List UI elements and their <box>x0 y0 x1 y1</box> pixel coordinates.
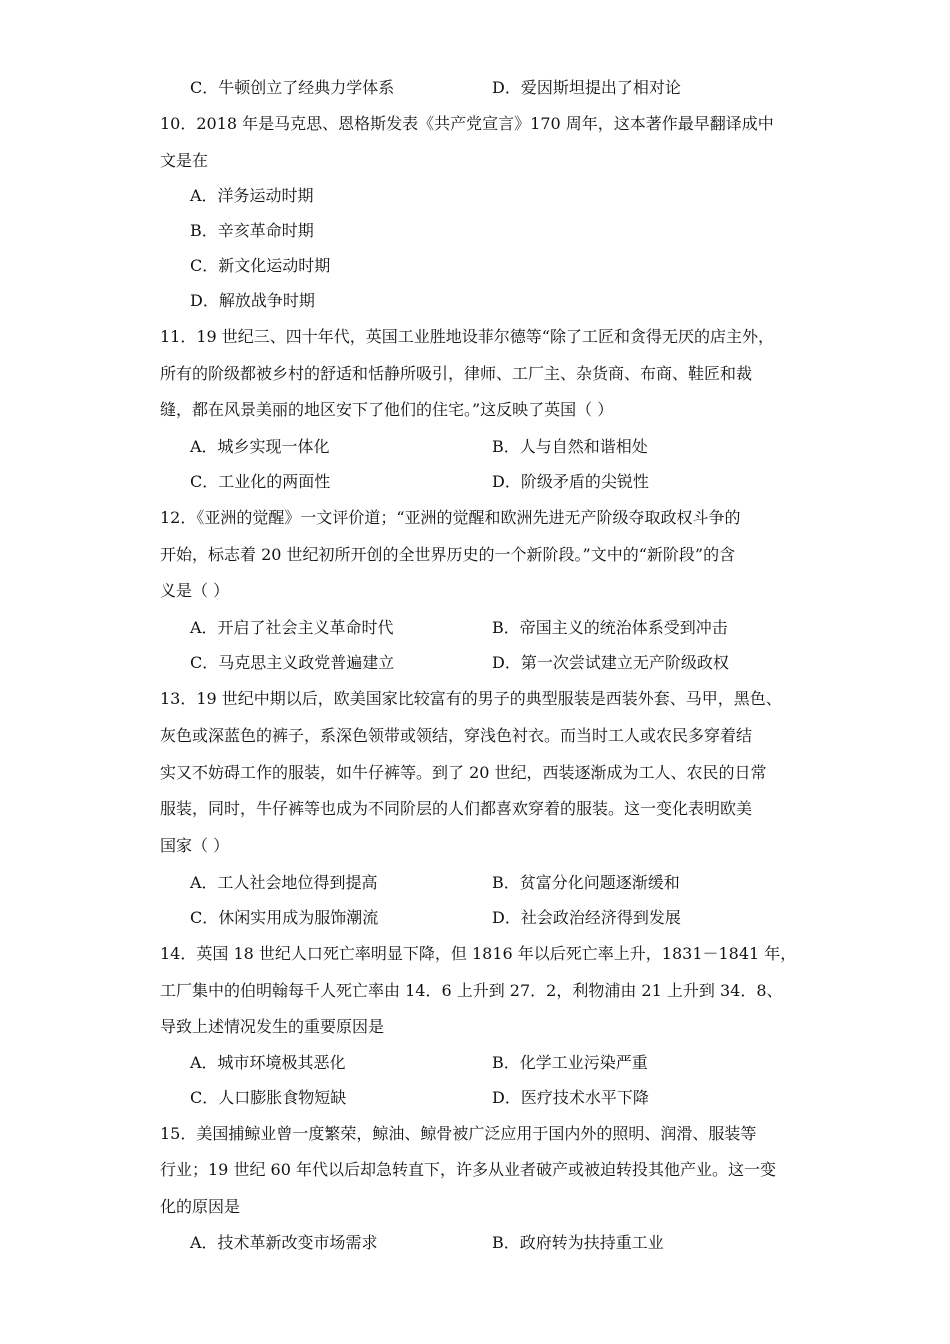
q14-stem-line-1: 14．英国 18 世纪人口死亡率明显下降，但 1816 年以后死亡率上升，1831－1841 年， <box>160 944 797 963</box>
q13-option-b: B．贫富分化问题逐渐缓和 <box>492 873 680 892</box>
q14-option-a: A．城市环境极其恶化 <box>190 1053 346 1072</box>
q15-option-a: A．技术革新改变市场需求 <box>190 1233 378 1252</box>
q14-option-d: D．医疗技术水平下降 <box>492 1088 649 1107</box>
q13-stem-line-4: 服装，同时，牛仔裤等也成为不同阶层的人们都喜欢穿着的服装。这一变化表明欧美 <box>160 799 753 818</box>
q11-stem-line-1: 11．19 世纪三、四十年代，英国工业胜地设菲尔德等“除了工匠和贪得无厌的店主外， <box>160 327 774 346</box>
q14-option-c: C．人口膨胀食物短缺 <box>190 1088 347 1107</box>
q9-option-c: C．牛顿创立了经典力学体系 <box>190 78 395 97</box>
q14-stem-line-2: 工厂集中的伯明翰每千人死亡率由 14．6 上升到 27．2，利物浦由 21 上升到 34．8、 <box>160 981 783 1000</box>
q10-stem-line-1: 10．2018 年是马克思、恩格斯发表《共产党宣言》170 周年，这本著作最早翻译成中 <box>160 114 774 133</box>
q9-option-d: D．爱因斯坦提出了相对论 <box>492 78 681 97</box>
q11-option-c: C．工业化的两面性 <box>190 472 331 491</box>
q12-option-a: A．开启了社会主义革命时代 <box>190 618 394 637</box>
q14-option-b: B．化学工业污染严重 <box>492 1053 648 1072</box>
q15-stem-line-2: 行业；19 世纪 60 年代以后却急转直下，许多从业者破产或被迫转投其他产业。这一变 <box>160 1160 776 1179</box>
q13-option-d: D．社会政治经济得到发展 <box>492 908 681 927</box>
q12-option-c: C．马克思主义政党普遍建立 <box>190 653 395 672</box>
q11-stem-line-2: 所有的阶级都被乡村的舒适和恬静所吸引，律师、工厂主、杂货商、布商、鞋匠和裁 <box>160 364 753 383</box>
q15-stem-line-1: 15．美国捕鲸业曾一度繁荣，鲸油、鲸骨被广泛应用于国内外的照明、润滑、服装等 <box>160 1124 757 1143</box>
q13-stem-line-5: 国家（ ） <box>160 836 230 855</box>
q13-option-a: A．工人社会地位得到提高 <box>190 873 378 892</box>
q12-stem-line-2: 开始，标志着 20 世纪初所开创的全世界历史的一个新阶段。”文中的“新阶段”的含 <box>160 545 736 564</box>
q10-option-d: D．解放战争时期 <box>190 291 315 310</box>
q10-option-b: B．辛亥革命时期 <box>190 221 314 240</box>
q11-stem-line-3: 缝，都在风景美丽的地区安下了他们的住宅。”这反映了英国（ ） <box>160 400 614 419</box>
q15-stem-line-3: 化的原因是 <box>160 1197 241 1216</box>
q12-option-b: B．帝国主义的统治体系受到冲击 <box>492 618 728 637</box>
q14-stem-line-3: 导致上述情况发生的重要原因是 <box>160 1017 385 1036</box>
q13-stem-line-2: 灰色或深蓝色的裤子，系深色领带或领结，穿浅色衬衣。而当时工人或农民多穿着结 <box>160 726 753 745</box>
q13-stem-line-3: 实又不妨碍工作的服装，如牛仔裤等。到了 20 世纪，西装逐渐成为工人、农民的日常 <box>160 763 767 782</box>
q11-option-a: A．城乡实现一体化 <box>190 437 330 456</box>
q11-option-d: D．阶级矛盾的尖锐性 <box>492 472 649 491</box>
q15-option-b: B．政府转为扶持重工业 <box>492 1233 664 1252</box>
q12-option-d: D．第一次尝试建立无产阶级政权 <box>492 653 729 672</box>
q12-stem-line-1: 12．《亚洲的觉醒》一文评价道；“亚洲的觉醒和欧洲先进无产阶级夺取政权斗争的 <box>160 508 741 527</box>
q11-option-b: B．人与自然和谐相处 <box>492 437 648 456</box>
q10-option-c: C．新文化运动时期 <box>190 256 331 275</box>
q13-option-c: C．休闲实用成为服饰潮流 <box>190 908 379 927</box>
q10-stem-line-2: 文是在 <box>160 151 209 170</box>
q10-option-a: A．洋务运动时期 <box>190 186 314 205</box>
q12-stem-line-3: 义是（ ） <box>160 581 230 600</box>
q13-stem-line-1: 13．19 世纪中期以后，欧美国家比较富有的男子的典型服装是西装外套、马甲，黑色、 <box>160 689 782 708</box>
